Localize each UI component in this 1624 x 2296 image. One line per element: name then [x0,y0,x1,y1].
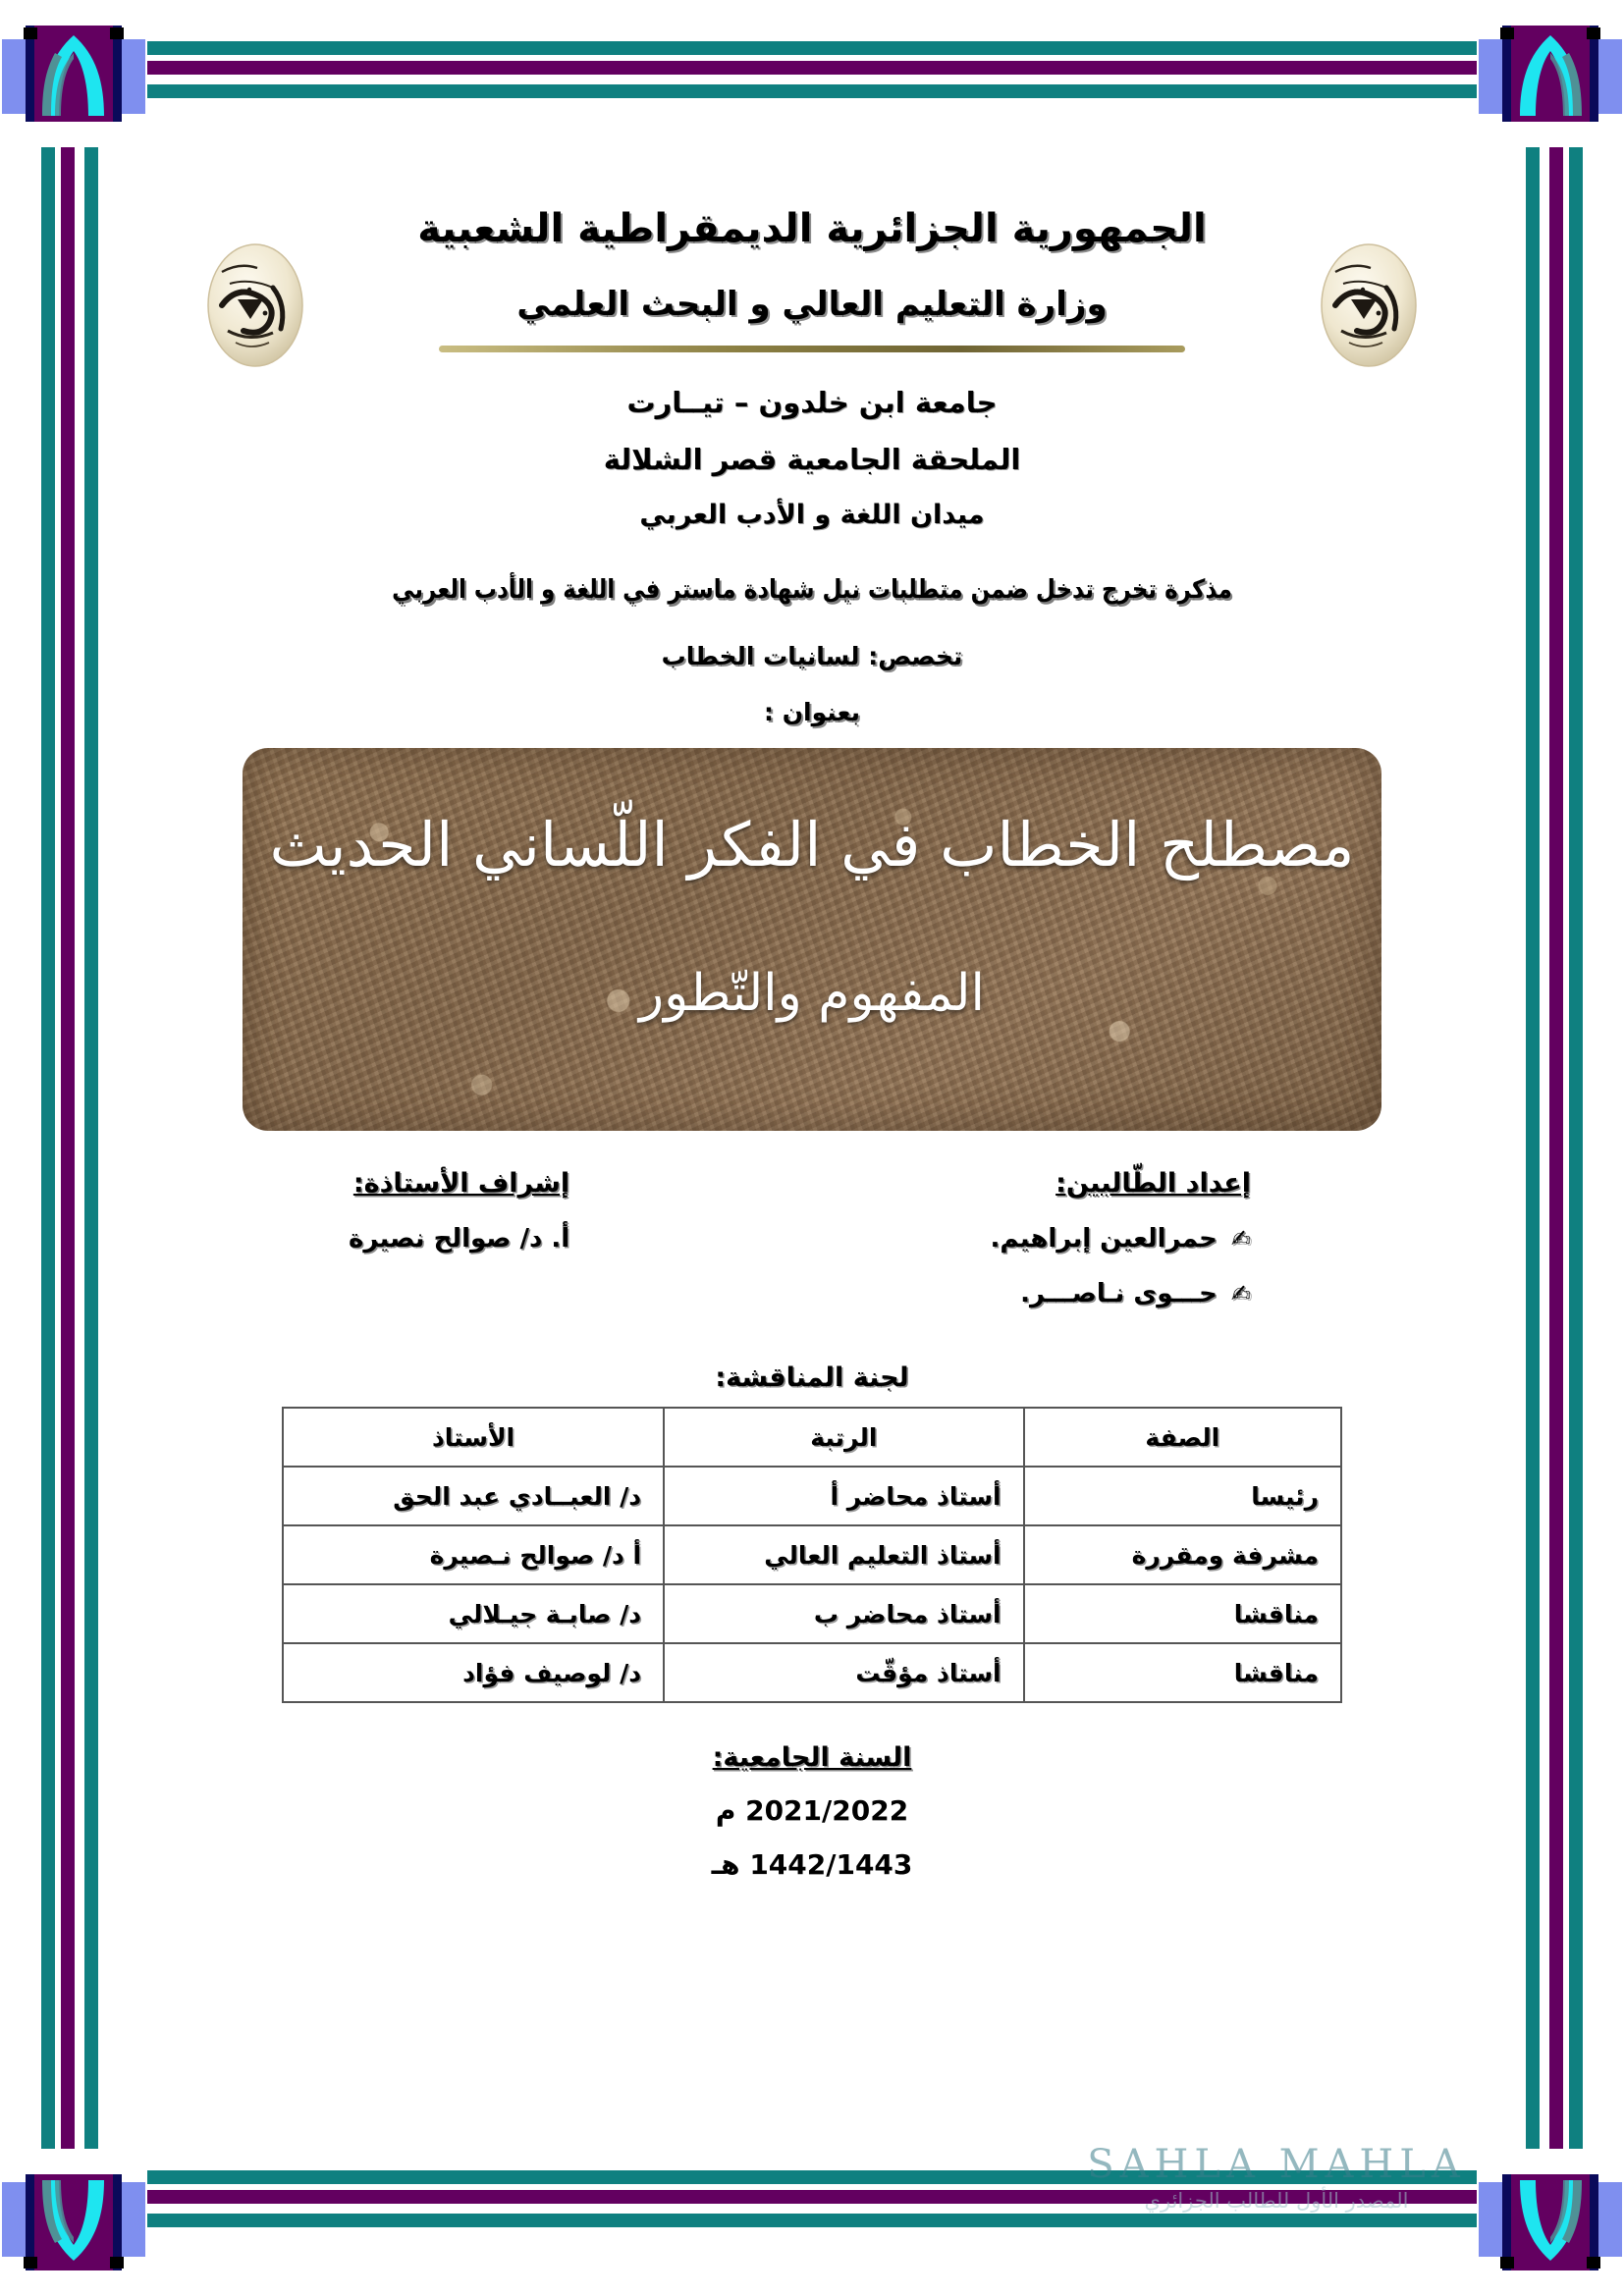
cell-role: مناقشا [1024,1584,1341,1643]
border-band-bottom-teal-inner [147,2214,1477,2227]
table-row [283,1643,1341,1702]
border-band-top-teal-inner [147,84,1477,98]
corner-ornament-top-right [1477,0,1624,147]
field-name: ميدان اللغة و الأدب العربي [639,500,985,530]
university-seal-left [179,240,332,370]
border-band-bottom-teal-outer [147,2170,1477,2184]
table-row [283,1525,1341,1584]
column-header-professor: الأستاذ [283,1408,664,1467]
cell-professor: د/ صابـة جيـلالي [283,1584,664,1643]
cell-role: مشرفة ومقررة [1024,1525,1341,1584]
corner-ornament-top-left [0,0,147,147]
corner-ornament-bottom-right [1477,2149,1624,2296]
arch-icon [1502,26,1598,122]
cell-professor: د/ لوصيف فؤاد [283,1643,664,1702]
border-band-left-teal-inner [84,147,98,2149]
student-name-2 [990,1279,1251,1308]
authors-section [167,1168,1457,1345]
border-band-left-purple [61,147,75,2149]
specialty-line: تخصص: لسانيات الخطاب [661,642,963,670]
academic-year-label: السنة الجامعية: [712,1742,912,1773]
cell-role: مناقشا [1024,1643,1341,1702]
border-band-top-purple [147,61,1477,75]
arch-icon [1502,2174,1598,2270]
arch-icon [26,26,122,122]
thesis-title-box [243,748,1381,1131]
watermark-slogan: المصدر الأول للطالب الجزائري [1144,2189,1409,2213]
student-label-1: حمرالعين إبراهيم. [990,1224,1218,1254]
cover-page-content [167,162,1457,2134]
republic-title: الجمهورية الجزائرية الديمقراطية الشعبية [417,206,1207,251]
corner-ornament-bottom-left [0,2149,147,2296]
cell-rank: أستاذ محاضر ب [664,1584,1024,1643]
jury-table [282,1407,1342,1703]
supervisor-column [349,1168,569,1254]
cell-rank: أستاذ محاضر أ [664,1467,1024,1525]
thesis-title-main: مصطلح الخطاب في الفكر اللّساني الحديث [269,809,1355,881]
students-column [990,1168,1251,1308]
gold-divider [439,346,1185,352]
cell-rank: أستاذ التعليم العالي [664,1525,1024,1584]
academic-year-hijri: 1442/1443 هـ [711,1848,913,1881]
cell-professor: د/ العبــادي عبد الحق [283,1467,664,1525]
watermark-brand: SAHLA MAHLA [1087,2142,1466,2187]
border-band-bottom-purple [147,2190,1477,2204]
university-seal-right [1292,240,1445,370]
quill-icon: ✍ [1230,1280,1251,1308]
student-name-1 [990,1224,1251,1254]
jury-title: لجنة المناقشة: [715,1362,909,1393]
cell-rank: أستاذ مؤقّت [664,1643,1024,1702]
university-name: جامعة ابن خلدون – تيــارت [626,386,998,419]
supervisor-header: إشراف الأستاذة: [352,1168,570,1199]
column-header-rank: الرتبة [664,1408,1024,1467]
arch-icon [26,2174,122,2270]
border-band-right-purple [1549,147,1563,2149]
cell-professor: أ د/ صوالح نـصيرة [283,1525,664,1584]
student-label-2: حـــوى نـاصـــر. [1020,1279,1218,1308]
border-band-top-teal-outer [147,41,1477,55]
quill-icon: ✍ [1230,1225,1251,1253]
border-band-left-teal-outer [41,147,55,2149]
border-band-right-teal-outer [1569,147,1583,2149]
table-row [283,1467,1341,1525]
memoir-note: مذكرة تخرج تدخل ضمن متطلبات نيل شهادة ماستر في اللغة و الأدب العربي [392,575,1232,605]
supervisor-name: أ. د/ صوالح نصيرة [349,1224,570,1254]
annex-name: الملحقة الجامعية قصر الشلالة [603,443,1021,476]
academic-year-gregorian: 2021/2022 م [715,1794,909,1827]
students-header: إعداد الطّالبين: [1056,1168,1251,1199]
thesis-title-sub: المفهوم والتّطور [639,964,985,1023]
titled-label: بعنوان : [764,698,860,726]
ministry-title: وزارة التعليم العالي و البحث العلمي [516,285,1108,324]
border-band-right-teal-inner [1526,147,1540,2149]
cell-role: رئيسا [1024,1467,1341,1525]
table-header-row [283,1408,1341,1467]
table-row [283,1584,1341,1643]
column-header-role: الصفة [1024,1408,1341,1467]
